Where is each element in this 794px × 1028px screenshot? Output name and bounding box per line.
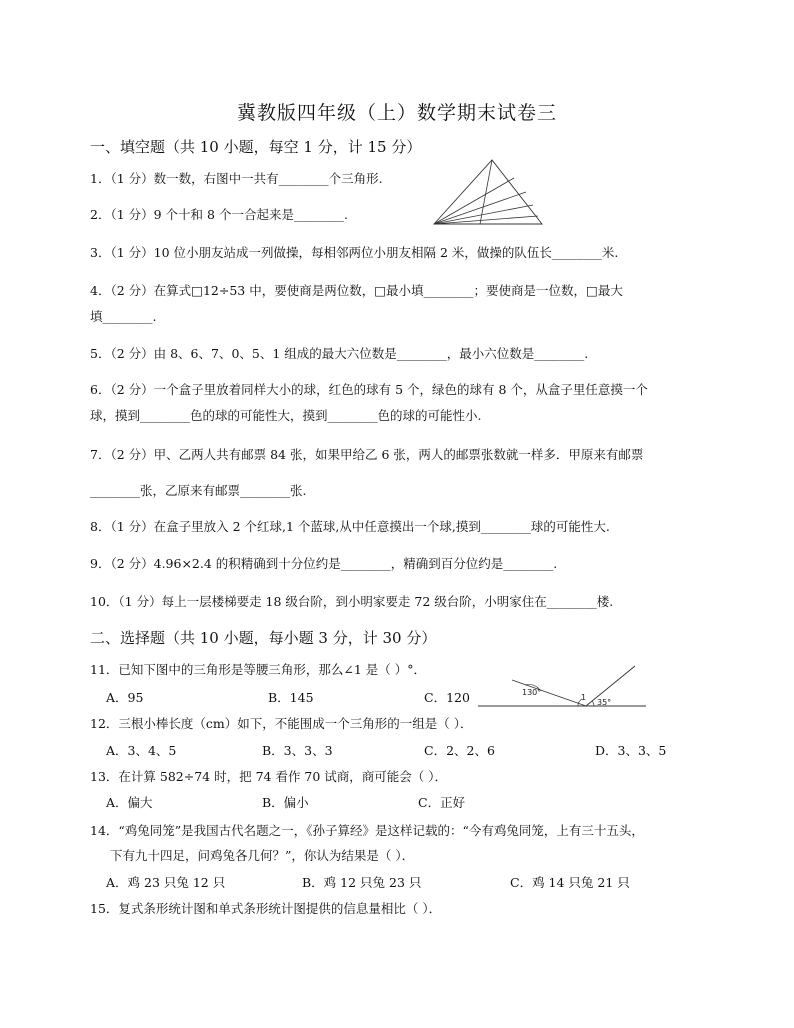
question-text: 在计算 582÷74 时，把 74 看作 70 试商，商可能会（ ）． bbox=[118, 769, 448, 784]
isosceles-angle-figure bbox=[478, 664, 648, 710]
question-text: （2 分）由 8、6、7、0、5、1 组成的最大六位数是________，最小六位数是________. bbox=[110, 346, 589, 361]
question-text: （1 分）10 位小朋友站成一列做操，每相邻两位小朋友相隔 2 米，做操的队伍长________米. bbox=[110, 245, 619, 260]
angle-label-35: 35° bbox=[597, 698, 612, 707]
question-number: 5． bbox=[90, 346, 111, 361]
option-12-a[interactable]: A．3、4、5 bbox=[106, 743, 177, 758]
question-4-continued: 填________. bbox=[90, 309, 157, 324]
question-text: 已知下图中的三角形是等腰三角形，那么∠1 是（ ）°． bbox=[118, 662, 427, 677]
question-2 bbox=[90, 205, 348, 223]
question-number: 2． bbox=[90, 207, 111, 222]
page-title: 冀教版四年级（上）数学期末试卷三 bbox=[237, 102, 558, 124]
question-number: 3． bbox=[90, 245, 111, 260]
option-12-c[interactable]: C．2、2、6 bbox=[424, 743, 495, 758]
question-10 bbox=[90, 592, 613, 610]
question-number: 11． bbox=[90, 662, 119, 677]
option-14-a[interactable]: A．鸡 23 只兔 12 只 bbox=[106, 875, 226, 890]
option-13-a[interactable]: A．偏大 bbox=[106, 795, 153, 810]
question-9 bbox=[90, 554, 557, 572]
section-1-heading: 一、填空题（共 10 小题，每空 1 分，计 15 分） bbox=[90, 138, 422, 156]
question-11 bbox=[90, 660, 426, 678]
question-number: 9． bbox=[90, 556, 111, 571]
triangle-count-figure bbox=[434, 160, 544, 226]
question-text: （1 分）9 个十和 8 个一合起来是________. bbox=[110, 207, 348, 222]
question-7 bbox=[90, 445, 643, 463]
question-5 bbox=[90, 344, 588, 362]
question-text: （2 分）在算式□12÷53 中，要使商是两位数，□最小填________；要使商是一位数，□最大 bbox=[110, 283, 623, 298]
question-1 bbox=[90, 169, 383, 187]
question-text: 复式条形统计图和单式条形统计图提供的信息量相比（ ）． bbox=[118, 901, 442, 916]
option-13-b[interactable]: B．偏小 bbox=[262, 795, 309, 810]
question-15 bbox=[90, 899, 441, 917]
question-8 bbox=[90, 517, 610, 535]
option-11-b[interactable]: B．145 bbox=[268, 690, 314, 705]
section-2-heading: 二、选择题（共 10 小题，每小题 3 分，计 30 分） bbox=[90, 629, 437, 647]
question-6-continued: 球，摸到________色的球的可能性大，摸到________色的球的可能性小. bbox=[90, 408, 482, 423]
question-text: 三根小棒长度（cm）如下，不能围成一个三角形的一组是（ ）． bbox=[118, 716, 473, 731]
question-number: 14． bbox=[90, 823, 119, 838]
question-text: （2 分）4.96×2.4 的积精确到十分位约是________，精确到百分位约是________. bbox=[110, 556, 558, 571]
option-14-c[interactable]: C．鸡 14 只兔 21 只 bbox=[510, 875, 630, 890]
question-number: 13． bbox=[90, 769, 119, 784]
question-text: （2 分）甲、乙两人共有邮票 84 张，如果甲给乙 6 张，两人的邮票张数就一样多．甲原来有邮票 bbox=[110, 447, 644, 462]
question-text: “鸡兔同笼”是我国古代名题之一，《孙子算经》是这样记载的：“今有鸡兔同笼，上有三十五头， bbox=[118, 823, 644, 838]
question-14-continued: 下有九十四足，问鸡兔各几何？”，你认为结果是（ ）． bbox=[110, 848, 415, 863]
option-13-c[interactable]: C．正好 bbox=[418, 795, 466, 810]
question-number: 6． bbox=[90, 382, 111, 397]
question-text: （2 分）一个盒子里放着同样大小的球，红色的球有 5 个，绿色的球有 8 个，从盒子里任意摸一个 bbox=[110, 382, 648, 397]
question-number: 4． bbox=[90, 283, 111, 298]
option-12-d[interactable]: D．3、3、5 bbox=[595, 743, 667, 758]
option-11-a[interactable]: A．95 bbox=[106, 690, 144, 705]
question-text: （1 分）每上一层楼梯要走 18 级台阶，到小明家要走 72 级台阶，小明家住在________楼. bbox=[118, 594, 614, 609]
option-12-b[interactable]: B．3、3、3 bbox=[262, 743, 333, 758]
question-4 bbox=[90, 281, 623, 299]
question-13 bbox=[90, 767, 447, 785]
question-12 bbox=[90, 714, 473, 732]
angle-label-130: 130° bbox=[522, 688, 542, 697]
question-7-continued: ________张，乙原来有邮票________张. bbox=[90, 483, 307, 498]
question-text: （1 分）在盒子里放入 2 个红球,1 个蓝球,从中任意摸出一个球,摸到________球的可能性大. bbox=[110, 519, 610, 534]
question-number: 10． bbox=[90, 594, 119, 609]
question-number: 7． bbox=[90, 447, 111, 462]
question-number: 8． bbox=[90, 519, 111, 534]
option-11-c[interactable]: C．120 bbox=[424, 690, 470, 705]
question-number: 12． bbox=[90, 716, 119, 731]
question-number: 15． bbox=[90, 901, 119, 916]
question-3 bbox=[90, 243, 618, 261]
option-14-b[interactable]: B．鸡 12 只兔 23 只 bbox=[302, 875, 422, 890]
question-6 bbox=[90, 380, 648, 398]
question-text: （1 分）数一数，右图中一共有________个三角形. bbox=[110, 171, 383, 186]
angle-label-1: 1 bbox=[581, 693, 587, 702]
question-14 bbox=[90, 821, 644, 839]
question-number: 1． bbox=[90, 171, 111, 186]
